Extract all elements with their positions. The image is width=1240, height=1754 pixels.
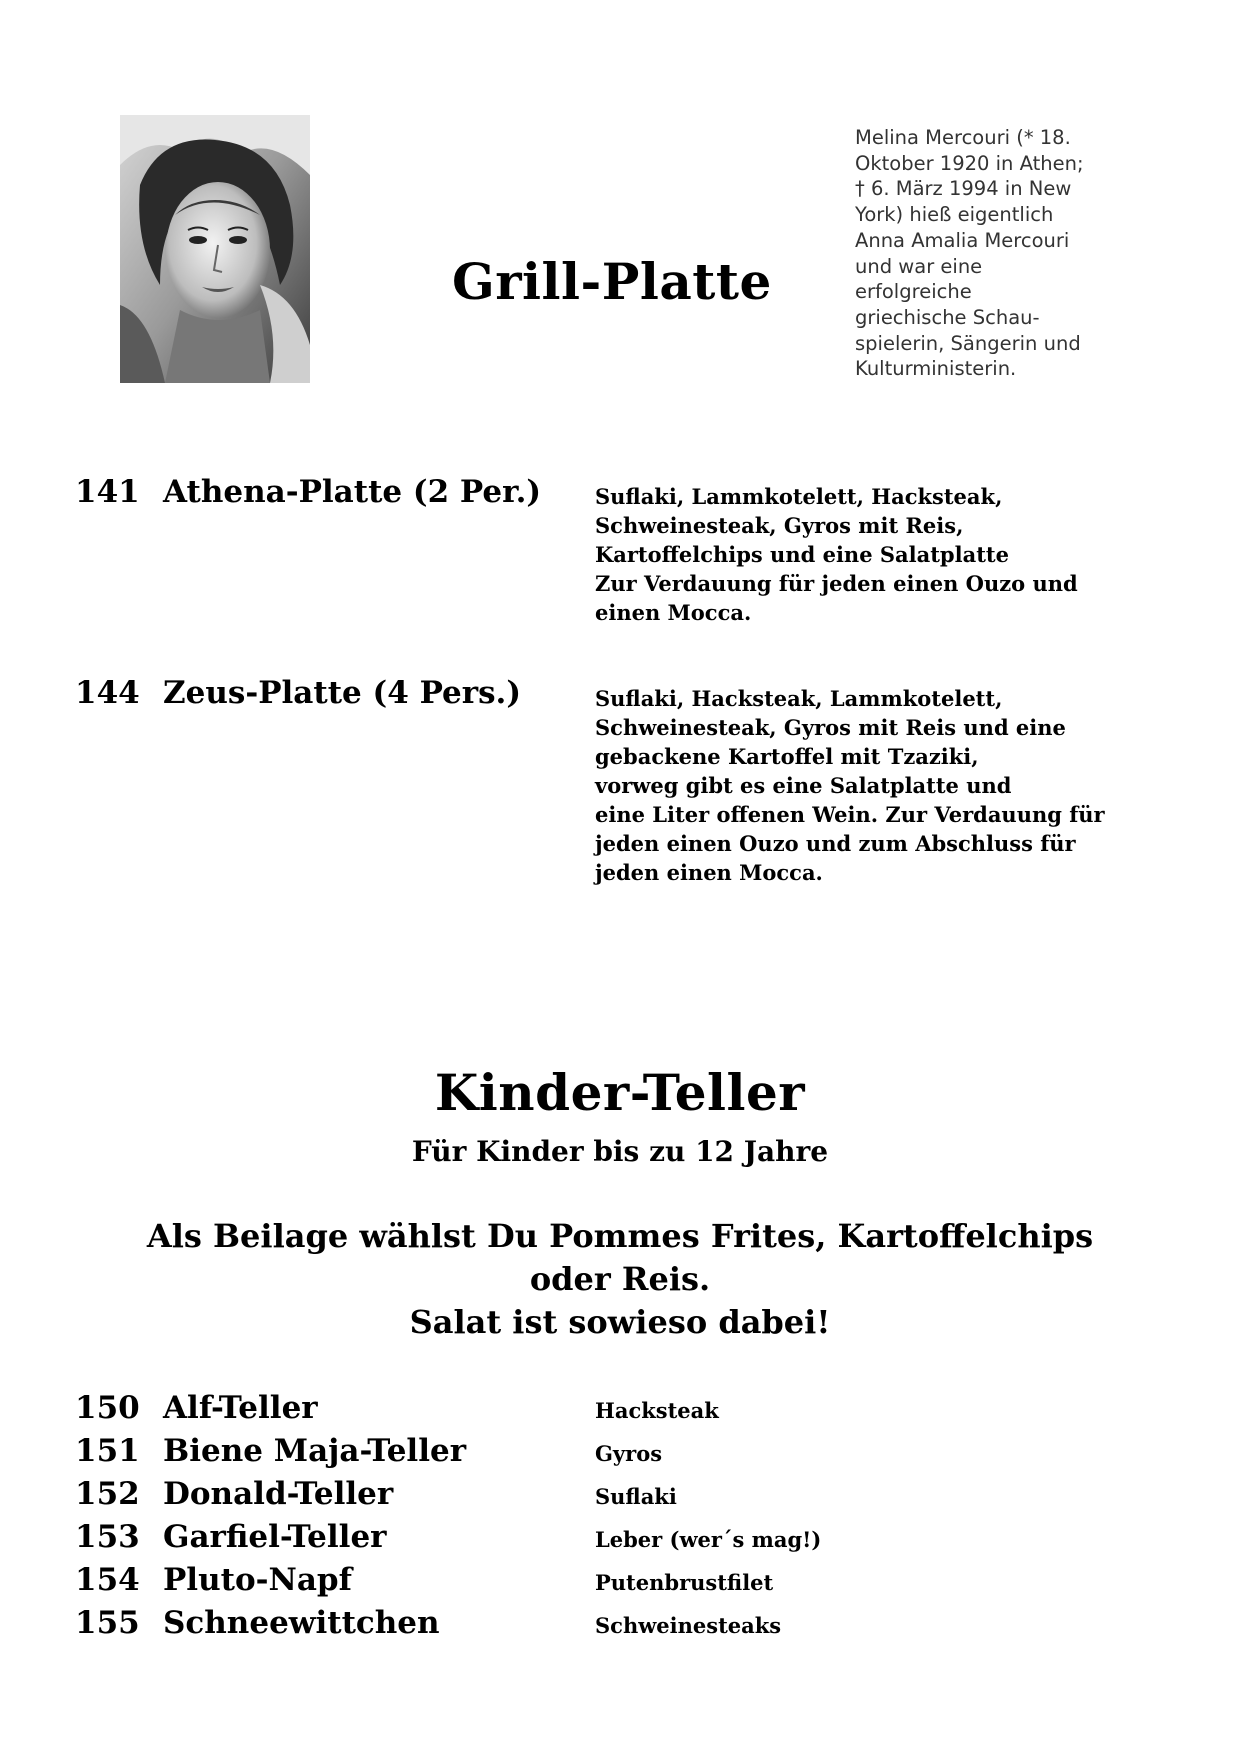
description-line: einen Mocca. (595, 600, 752, 625)
item-number: 154 (75, 1562, 140, 1598)
kids-item-153 (75, 1519, 1175, 1562)
item-name: Biene Maja-Teller (163, 1433, 467, 1469)
bio-line: York) hieß eigentlich (855, 203, 1054, 227)
item-name: Pluto-Napf (163, 1562, 352, 1598)
kids-item-155 (75, 1605, 1175, 1648)
description-line: Schweinesteak, Gyros mit Reis und eine (595, 715, 1066, 740)
bio-line: griechische Schau- (855, 305, 1040, 329)
item-name: Donald-Teller (163, 1476, 394, 1512)
kids-item-154 (75, 1562, 1175, 1605)
grill-platte-title: Grill-Platte (452, 252, 772, 311)
kids-item-151 (75, 1433, 1175, 1476)
description-line: jeden einen Ouzo und zum Abschluss für (595, 831, 1076, 856)
item-dish: Gyros (595, 1441, 663, 1466)
kinder-teller-title: Kinder-Teller (434, 1063, 806, 1122)
item-dish: Hacksteak (595, 1398, 719, 1423)
description-line: Zur Verdauung für jeden einen Ouzo und (595, 571, 1078, 596)
item-number: 153 (75, 1519, 140, 1555)
bio-line: Melina Mercouri (* 18. (855, 126, 1071, 149)
item-number: 151 (75, 1433, 140, 1469)
item-number: 152 (75, 1476, 140, 1512)
description-line: jeden einen Mocca. (595, 860, 823, 885)
item-name: Garfiel-Teller (163, 1519, 387, 1555)
item-description-141 (595, 482, 1078, 627)
description-line: Schweinesteak, Gyros mit Reis, (595, 513, 964, 538)
description-line: vorweg gibt es eine Salatplatte und (595, 773, 1012, 798)
item-number: 141 (75, 474, 140, 510)
item-dish: Leber (wer´s mag!) (595, 1527, 822, 1552)
note-line: Salat ist sowieso dabei! (409, 1303, 831, 1341)
description-line: eine Liter offenen Wein. Zur Verdauung für (595, 802, 1105, 827)
bio-line: Oktober 1920 in Athen; (855, 151, 1084, 175)
bio-line: † 6. März 1994 in New (855, 177, 1072, 201)
description-line: Kartoffelchips und eine Salatplatte (595, 542, 1009, 567)
item-description-144 (595, 684, 1105, 887)
item-dish: Suflaki (595, 1484, 677, 1509)
item-name: Athena-Platte (2 Per.) (163, 474, 542, 510)
item-name: Zeus-Platte (4 Pers.) (163, 675, 522, 711)
item-dish: Putenbrustfilet (595, 1570, 774, 1595)
note-line: Als Beilage wählst Du Pommes Frites, Kartoffelchips (146, 1217, 1094, 1255)
item-name: Schneewittchen (163, 1605, 440, 1641)
kinder-teller-subtitle: Für Kinder bis zu 12 Jahre (411, 1135, 829, 1168)
item-number: 155 (75, 1605, 140, 1641)
bio-line: Kulturministerin. (855, 357, 1017, 381)
note-line: oder Reis. (529, 1260, 711, 1298)
bio-line: Anna Amalia Mercouri (855, 228, 1070, 252)
bio-line: spielerin, Sängerin und (855, 331, 1081, 355)
kids-item-152 (75, 1476, 1175, 1519)
item-number: 144 (75, 675, 140, 711)
portrait-photo (120, 115, 310, 383)
biography-text (855, 125, 1105, 382)
bio-line: und war eine (855, 254, 983, 278)
item-dish: Schweinesteaks (595, 1613, 782, 1638)
item-name: Alf-Teller (163, 1390, 318, 1426)
description-line: Suflaki, Hacksteak, Lammkotelett, (595, 686, 1003, 711)
description-line: gebackene Kartoffel mit Tzaziki, (595, 744, 979, 769)
side-dish-note (0, 1215, 1240, 1344)
item-number: 150 (75, 1390, 140, 1426)
bio-line: erfolgreiche (855, 280, 972, 304)
description-line: Suflaki, Lammkotelett, Hacksteak, (595, 484, 1003, 509)
kids-item-150 (75, 1390, 1175, 1433)
